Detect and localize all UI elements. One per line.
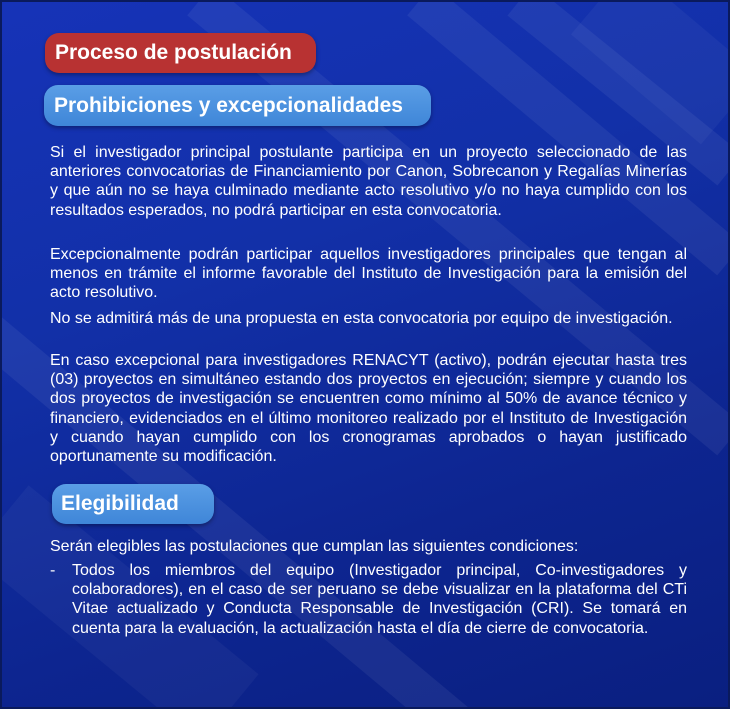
eligibility-intro: Serán elegibles las postulaciones que cumplan las siguientes condiciones: [50, 538, 579, 555]
paragraph-exception: Excepcionalmente podrán participar aquellos investigadores principales que tengan al menos en trámite el informe favorable del Instituto de Investigación para la emisión del acto resolutivo. [50, 246, 687, 302]
paragraph-single-proposal: No se admitirá más de una propuesta en esta convocatoria por equipo de investigación. [50, 310, 673, 327]
section-title-elegibilidad: Elegibilidad [52, 484, 214, 524]
paragraph-renacyt-exception: En caso excepcional para investigadores RENACYT (activo), podrán ejecutar hasta tres (03) proyectos en simultáneo estando dos proyectos en ejecución; siempre y cuando los dos proyectos de investigación se encuentren como mínimo al 50% de avance técnico y financiero, evidenciados en el último monitoreo realizado por el Instituto de Investigación y cuando hayan cumplido con los cronogramas aprobados o hayan justificado oportunamente su modificación. [50, 352, 687, 466]
section-title-prohibiciones: Prohibiciones y excepcionalidades [44, 85, 431, 126]
paragraph-participation-restriction: Si el investigador principal postulante participa en un proyecto seleccionado de las anteriores convocatorias de Financiamiento por Canon, Sobrecanon y Regalías Minerías y que aún no se haya culminado mediante acto resolutivo y/o no haya cumplido con los resultados esperados, no podrá participar en esta convocatoria. [50, 144, 687, 219]
section-title-proceso: Proceso de postulación [45, 33, 316, 73]
bullet-dash: - [50, 562, 56, 579]
bullet-text: Todos los miembros del equipo (Investigador principal, Co-investigadores y colaboradores), en el caso de ser peruano se debe visualizar en la plataforma del CTi Vitae actualizado y Conducta Responsable de Investigación (CRI). Se tomará en cuenta para la evaluación, la actualización hasta el día de cierre de convocatoria. [72, 562, 687, 637]
